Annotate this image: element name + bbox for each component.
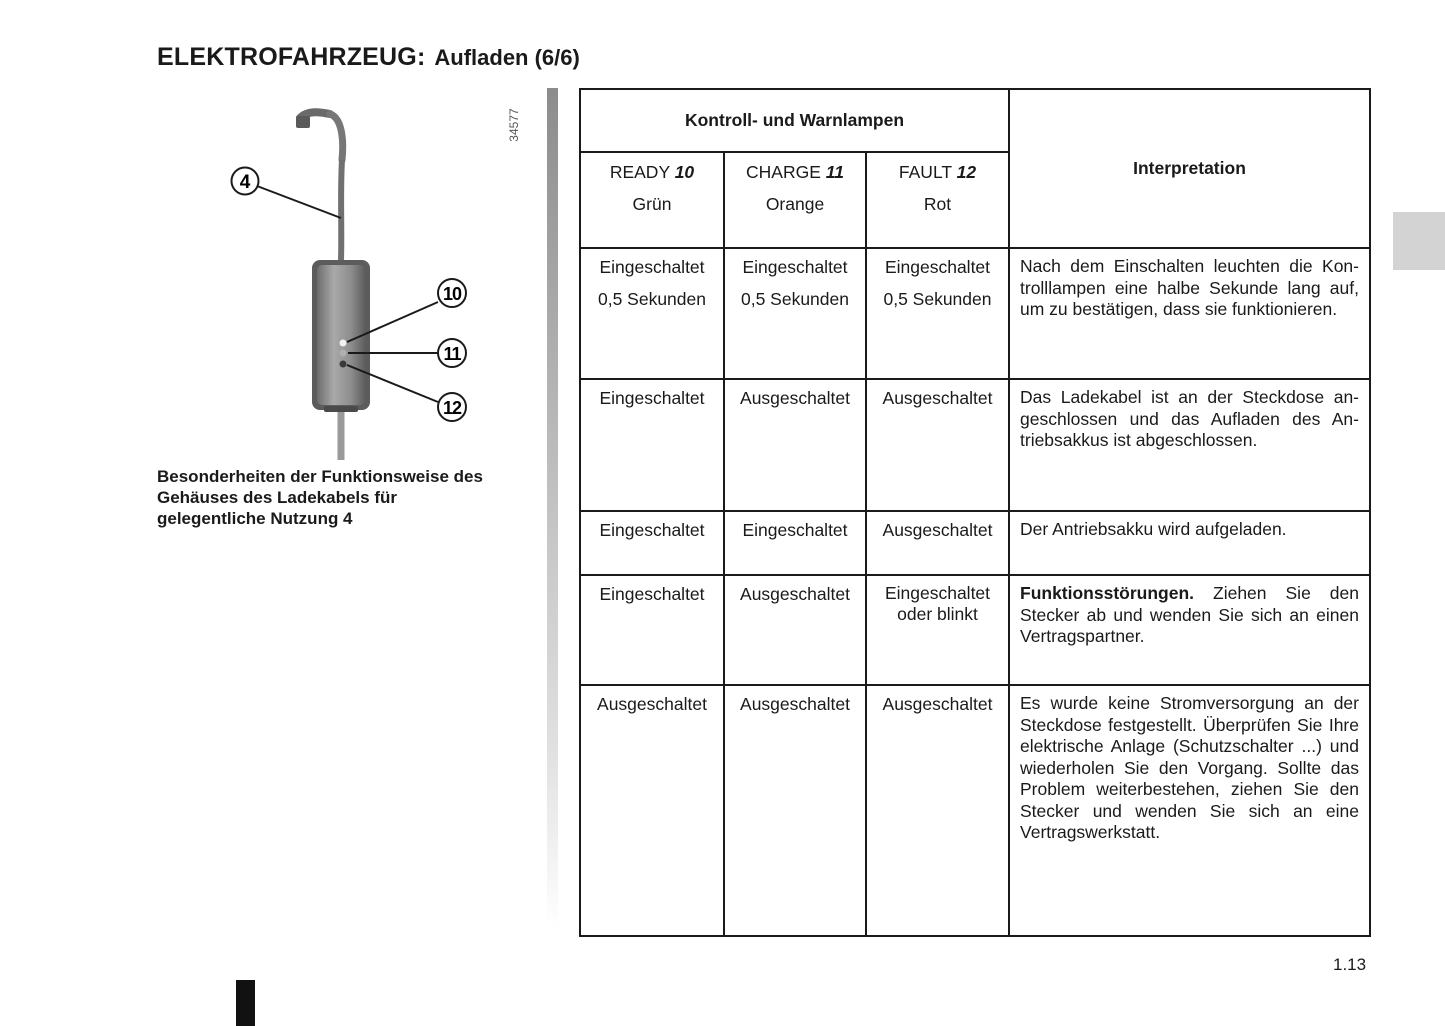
svg-text:4: 4 — [239, 172, 251, 193]
fault-lamp — [340, 361, 347, 368]
table-row — [580, 511, 1370, 575]
callout-12 — [438, 393, 466, 421]
svg-text:10: 10 — [442, 284, 462, 304]
table-row — [580, 379, 1370, 511]
fault-cell: Eingeschaltet oder blinkt — [866, 575, 1009, 685]
charge-lamp — [340, 350, 347, 357]
cable-top — [341, 160, 342, 260]
ready-cell: Eingeschaltet 0,5 Sekunden — [580, 248, 724, 379]
interpretation-cell: Das Ladekabel ist an der Steckdose angeschlossen und das Aufladen des Antriebsakkus ist abgeschlossen. — [1009, 379, 1370, 511]
ready-cell: Eingeschaltet — [580, 379, 724, 511]
fault-header: FAULT 12 Rot — [866, 152, 1009, 248]
chapter-tab — [1393, 212, 1445, 270]
column-divider-bar — [547, 88, 558, 928]
charge-cell: Ausgeschaltet — [724, 685, 866, 936]
charge-header: CHARGE 11 Orange — [724, 152, 866, 248]
fault-cell: Ausgeschaltet — [866, 685, 1009, 936]
interpretation-cell: Nach dem Einschalten leuchten die Kontrolllampen eine halbe Sekunde lang auf, um zu bestätigen, dass sie funktionieren. — [1009, 248, 1370, 379]
ready-lamp — [340, 340, 347, 347]
ready-cell: Eingeschaltet — [580, 511, 724, 575]
interpretation-cell: Es wurde keine Stromversorgung an der Steckdose festgestellt. Überprüfen Sie Ihre elektrische Anlage (Schutzschalter ...) und wiederholen Sie den Vorgang. Sollte das Problem weiterbestehen, ziehen Sie den Stecker und wenden Sie sich an eine Vertragswerkstatt. — [1009, 685, 1370, 936]
lamps-group-header: Kontroll- und Warnlampen — [580, 89, 1009, 152]
fault-cell: Ausgeschaltet — [866, 511, 1009, 575]
lamp-interpretation-table — [579, 88, 1371, 937]
title-main: ELEKTROFAHRZEUG: — [157, 43, 426, 71]
table-row — [580, 685, 1370, 936]
svg-text:12: 12 — [442, 398, 462, 418]
page-number: 1.13 — [1333, 955, 1367, 974]
title-sub: Aufladen (6/6) — [434, 45, 580, 70]
charge-cell: Eingeschaltet — [724, 511, 866, 575]
ready-header: READY 10 Grün — [580, 152, 724, 248]
fault-cell: Ausgeschaltet — [866, 379, 1009, 511]
callout-11 — [438, 339, 466, 367]
ready-cell: Ausgeschaltet — [580, 685, 724, 936]
page-title — [157, 36, 580, 73]
interpretation-header: Interpretation — [1009, 89, 1370, 248]
figure-code: 34577 — [507, 108, 521, 142]
leader-4 — [257, 186, 341, 218]
svg-text:11: 11 — [443, 344, 461, 364]
callout-4 — [232, 168, 259, 195]
charging-cable-illustration — [220, 100, 480, 460]
charge-cell: Eingeschaltet 0,5 Sekunden — [724, 248, 866, 379]
figure-caption: Besonderheiten der Funktionsweise des Gehäuses des Ladekabels für gelegentliche Nutzung 4 — [157, 467, 483, 528]
callout-10 — [438, 279, 466, 307]
ready-cell: Eingeschaltet — [580, 575, 724, 685]
charge-cell: Ausgeschaltet — [724, 379, 866, 511]
table-row — [580, 248, 1370, 379]
page-edge-mark — [236, 980, 255, 1026]
charge-cell: Ausgeschaltet — [724, 575, 866, 685]
fault-cell: Eingeschaltet 0,5 Sekunden — [866, 248, 1009, 379]
plug-icon — [296, 112, 343, 160]
interpretation-cell: Funktionsstörungen. Ziehen Sie den Stecker ab und wenden Sie sich an einen Vertragspartner. — [1009, 575, 1370, 685]
interpretation-cell: Der Antriebsakku wird aufgeladen. — [1009, 511, 1370, 575]
table-row — [580, 575, 1370, 685]
